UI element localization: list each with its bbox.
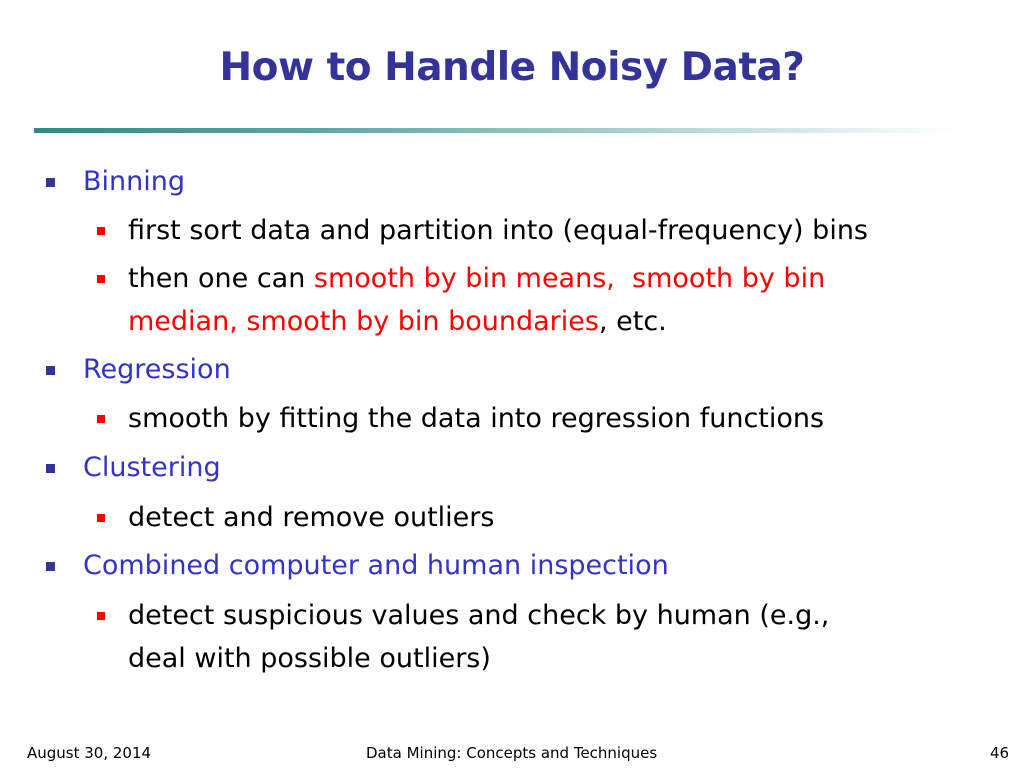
highlight-text: smooth by bin (632, 263, 826, 294)
bullet-square-icon (46, 178, 55, 187)
sub-bullet-text: detect and remove outliers (128, 502, 495, 533)
highlight-text: smooth by bin means, (313, 263, 615, 294)
footer-page-number: 46 (990, 744, 1010, 762)
bullet-square-icon (46, 366, 55, 375)
bullet-label: Clustering (83, 452, 221, 483)
text-line: detect suspicious values and check by human (e.g., (128, 600, 830, 631)
bullet-square-icon (46, 464, 55, 473)
sub-bullet-text (128, 257, 825, 343)
slide-title: How to Handle Noisy Data? (219, 45, 805, 90)
sub-bullet-text: first sort data and partition into (equal-frequency) bins (128, 215, 868, 246)
bullet-label: Regression (83, 354, 231, 385)
bullet-square-icon (97, 275, 105, 283)
bullet-square-icon (97, 612, 105, 620)
bullet-square-icon (46, 562, 55, 571)
bullet-label: Binning (83, 166, 186, 197)
text-line: deal with possible outliers) (128, 643, 491, 674)
highlight-text: median, smooth by bin boundaries (128, 306, 599, 337)
footer-date: August 30, 2014 (27, 744, 152, 762)
bullet-square-icon (97, 227, 105, 235)
bullet-label: Combined computer and human inspection (83, 550, 669, 581)
sub-bullet-text (128, 594, 829, 680)
bullet-square-icon (97, 415, 105, 423)
bullet-square-icon (97, 514, 105, 522)
title-divider (34, 128, 956, 133)
text-prefix: then one can (128, 263, 314, 294)
sub-bullet-text: smooth by fitting the data into regression functions (128, 403, 825, 434)
footer-course: Data Mining: Concepts and Techniques (366, 744, 658, 762)
text-suffix: , etc. (598, 306, 667, 337)
